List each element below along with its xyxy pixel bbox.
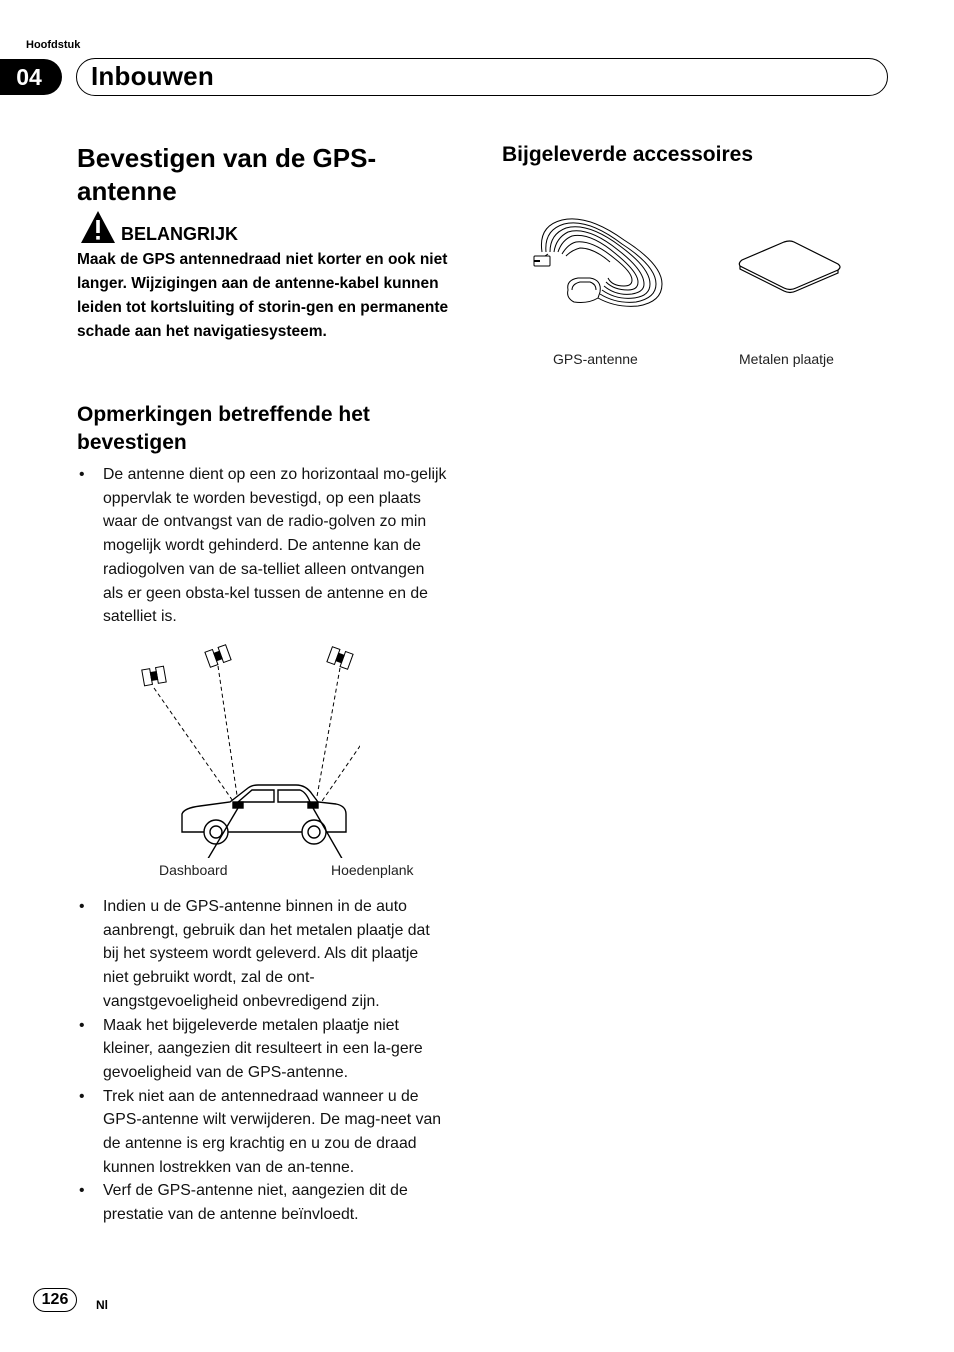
list-item: • Maak het bijgeleverde metalen plaatje niet kleiner, aangezien dit resulteert in een la-gere gevoeligheid van de GPS-antenne. — [77, 1014, 447, 1085]
language-code: Nl — [96, 1298, 108, 1312]
chapter-number-badge: 04 — [0, 59, 62, 95]
warning-icon — [80, 210, 116, 244]
bullet-list-mounting — [77, 463, 447, 629]
accessory-label-gps-antenne: GPS-antenne — [553, 351, 638, 367]
list-item: • Indien u de GPS-antenne binnen in de auto aanbrengt, gebruik dan het metalen plaatje dat bij het systeem wordt geleverd. Als dit plaatje niet gebruikt wordt, zal de ont-vangstgevoeligheid onbevredigend zijn. — [77, 895, 447, 1014]
list-item: • De antenne dient op een zo horizontaal mo-gelijk oppervlak te worden bevestigd, op een plaats waar de ontvangst van de radio-golven zo min mogelijk wordt gehinderd. De antenne kan de radiogolven van de sa-telliet alleen ontvangen als er geen obsta-kel tussen de antenne en de satelliet is. — [77, 463, 447, 629]
list-item: • Verf de GPS-antenne niet, aangezien dit de prestatie van de antenne beïnvloedt. — [77, 1179, 447, 1226]
satellite-car-diagram — [130, 636, 360, 858]
chapter-title-bar — [76, 58, 888, 96]
chapter-label: Hoofdstuk — [26, 39, 81, 51]
accessory-label-metalen-plaatje: Metalen plaatje — [739, 351, 834, 367]
diagram-label-dashboard: Dashboard — [159, 862, 228, 878]
page-number: 126 — [33, 1288, 77, 1312]
diagram-label-hoedenplank: Hoedenplank — [331, 862, 414, 878]
car-icon — [182, 785, 346, 858]
satellite-icon — [142, 645, 353, 686]
subsection-title: Opmerkingen betreffende het bevestigen — [77, 403, 370, 454]
important-label: BELANGRIJK — [121, 224, 239, 244]
section-title: Bevestigen van de GPS- antenne — [77, 143, 377, 206]
important-text: Maak de GPS antennedraad niet korter en ook niet langer. Wijzigingen aan de antenne-kabel kunnen leiden tot kortsluiting of storin-gen en permanente schade aan het navigatiesysteem. — [77, 251, 449, 340]
chapter-title: Inbouwen — [91, 61, 214, 91]
gps-antenne-icon — [528, 210, 670, 316]
metalen-plaatje-icon — [734, 236, 846, 294]
bullet-list-notes — [77, 895, 447, 1227]
accessories-title: Bijgeleverde accessoires — [502, 143, 753, 166]
list-item: • Trek niet aan de antennedraad wanneer u de GPS-antenne wilt verwijderen. De mag-neet van de antenne is erg krachtig en u zou de draad kunnen lostrekken van de an-tenne. — [77, 1085, 447, 1180]
